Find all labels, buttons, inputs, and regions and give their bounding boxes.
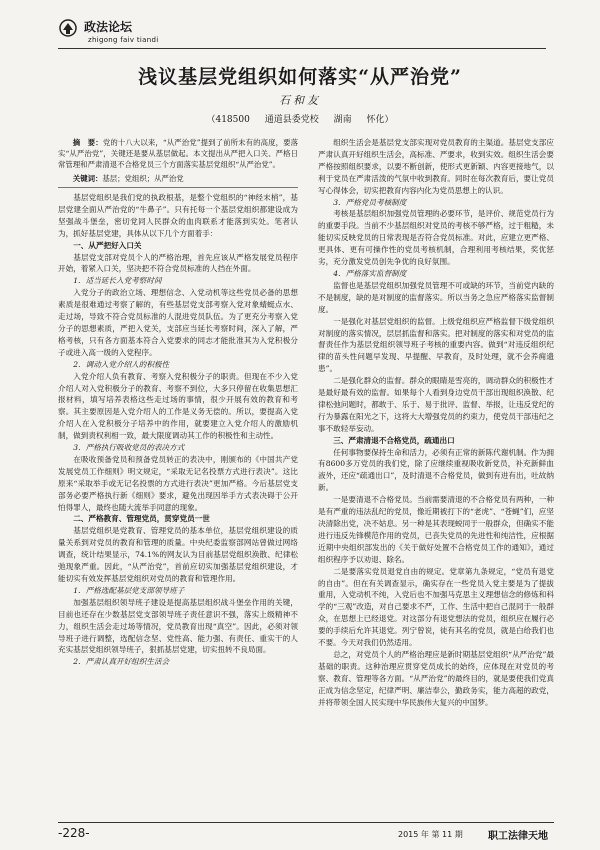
left-column	[58, 137, 298, 668]
subsection-heading: 1．适当延长入党考察时间	[73, 276, 162, 286]
body-paragraph: 基层党组织是我们党的执政根基，是整个党组织的“神经末梢”，基层党建全面从严治党的“牛鼻子”。只有托每一个基层党组织都建设成为坚强战斗堡垒，密切党同人民群众的血肉联系才能落到实处。笔者认为，抓好基层党建，具体从以下几个方面着手：	[58, 193, 298, 238]
section-heading: 二、严格教育、管理党员，贯穿党员一世	[73, 514, 210, 524]
keywords-label: 关键词：	[72, 174, 103, 183]
footer-divider	[58, 822, 554, 823]
subsection-heading: 4．严格落实监督制度	[333, 268, 407, 278]
affiliation-city: 怀化）	[366, 115, 394, 125]
body-paragraph: 总之，对党员个人的严格治理应是新时期基层党组织“从严治党”最基础的职责。这种治理应贯穿党员成长的始终，应体现在对党员的考察、教育、管理等各方面。“从严治党”的最终目的，就是要使我们党真正成为信念坚定，纪律严明、廉洁奉公，勤政务实，能力高超的政党，并将带领全国人民实现中华民族伟大复兴的中国梦。	[318, 649, 554, 707]
body-paragraph: 二是强化群众的监督。群众的眼睛是雪亮的，调动群众的积极性才是最好最有效的监督。如果每个人看到身边党员干部出现组织涣散、纪律松弛问题时，都敢于、乐于、易于批评、监督、举报，让违反党纪的行为暴露在阳光之下，这将大大增强党员的约束力，使党员干部违纪之事不敢轻举妄动。	[318, 376, 554, 433]
body-paragraph: 监督也是基层党组织加强党员管理不可或缺的环节，当前党内缺的不是制度，缺的是对制度的监督落实。所以当务之急应严格落实监督制度。	[318, 280, 554, 314]
subsection-heading: 3．严格党员考核制度	[333, 197, 407, 207]
article-author: 石和友	[279, 94, 321, 107]
header-divider	[58, 48, 546, 49]
right-column	[318, 137, 554, 709]
article-title: 浅议基层党组织如何落实“从严治党”	[138, 66, 462, 88]
keywords-text: 基层；党组织；从严治党	[102, 174, 184, 183]
body-paragraph: 任何事物要保持生命和活力，必须有正常的新陈代谢机制。作为拥有8600多万党员的我们党，除了应继续重视吸收新党员，补充新鲜血液外，还应“疏通出口”，及时清退不合格党员，做到有进有出，吐故纳新。	[318, 447, 554, 493]
body-paragraph: 入党介绍人负有教育、考察入党积极分子的职责。但现在不少入党介绍人对入党积极分子的教育、考察不到位，大多只停留在收集思想汇报材料，填写培养表格这些走过场的事情，很少开展有效的教育和考察。其主要原因是入党介绍人的工作是义务无偿的。所以，要提高入党介绍人在入党积极分子培养中的作用，就要建立入党介绍人的激励机制，做到责权利相一致，最大限度调动其工作的积极性和主动性。	[58, 371, 298, 441]
body-paragraph: 基层党支部对党员个人的严格治理，首先应该从严格发展党员程序开始，着紧入口关，坚决把不符合党员标准的人挡在外面。	[58, 252, 298, 274]
author-affiliation	[0, 112, 600, 125]
subsection-heading: 1．严格选配基层党支部领导班子	[73, 585, 185, 595]
abstract-divider	[58, 187, 298, 188]
body-paragraph: 一是要清退不合格党员。当前需要清退的不合格党员有两种，一种是有严重的违法乱纪的党员，像近期被打下的“老虎”、“苍蝇”们，应坚决清除出党，决不姑息。另一种是其表现蜕同于一般群众，但确实不能进行违反先锋模范作用的党员，已丧失党员的先进性和纯洁性，应根据近期中央组织部发出的《关于做好处置不合格党员工作的通知》，通过组织程序予以劝退、除名。	[318, 495, 554, 564]
body-paragraph: 在吸收预备党员和预备党员转正的表决中，刚颁布的《中国共产党发展党员工作细则》明文规定，“采取无记名投票方式进行表决”。这比原来“采取举手或无记名投票的方式进行表决”更加严格。今后基层党支部务必要严格执行新《细则》要求，避免出现因举手方式表决碍于公开怕得罪人，最终也随大流举手同意的现象。	[58, 454, 298, 512]
affiliation-unit: 通道县委党校	[264, 115, 319, 125]
body-paragraph: 入党分子的政治立场、理想信念、入党动机等这些党员必备的思想素质是很难通过考察了解的，有些基层党支部考察入党对象蜻蜓点水、走过场，导致不符合党员标准的人混进党员队伍。为了更充分考察入党分子的思想素质，严把入党关，支部应当延长考察时间，深入了解，严格考核，只有各方面基本符合入党要求的同志才能批准其为入党积极分子或进入高一级的入党程序。	[58, 288, 298, 357]
body-paragraph: 一是强化对基层党组织的监督。上级党组织应严格监督下级党组织对制度的落实情况，层层抓监督和落实。把对制度的落实和对党员的监督责任作为基层党组织领导班子考核的重要内容。做到“对违反组织纪律的苗头性问题早发现、早提醒、早教育，及时处理，就不会养痈遗患”。	[318, 316, 554, 374]
abstract-text: 党的十八大以来，“从严治党”提到了前所未有的高度，要落实“从严治党”，关键还是要从基层做起。本文提出从严把入口关、严格日常管理和严肃清退不合格党员三个方面落实基层党组织“从严治党”。	[58, 138, 298, 169]
subsection-heading: 2．调动入党介绍人的积极性	[73, 359, 170, 369]
subsection-heading: 2．严肃认真开好组织生活会	[73, 657, 170, 667]
subsection-heading: 3．严格执行吸收党员的表决方式	[73, 443, 185, 453]
journal-name: 职工法律天地	[488, 831, 548, 842]
page-number: -228-	[58, 826, 90, 840]
affiliation-region: 湖南	[333, 115, 352, 125]
abstract-label: 摘 要：	[72, 138, 103, 147]
body-paragraph: 加强基层组织领导班子建设是提高基层组织战斗堡垒作用的关键，目前也还存在少数基层党支部领导班子责任意识不强，落实上级精神不力，组织生活会走过场等情况，党员教育出现“真空”。因此，必须对领导班子进行调整，选配信念坚、党性高、能力强、有责任、重实干的人充实基层党组织领导班子，狠抓基层党建，切实扭转不良局面。	[58, 597, 298, 655]
column-name: 政法论坛	[84, 20, 133, 34]
section-heading: 三、严肃清退不合格党员，疏通出口	[333, 435, 455, 445]
keywords	[58, 173, 298, 184]
body-paragraph: 考核是基层组织加强党员管理的必要环节，是评价、规范党员行为的重要手段。当前不少基层组织对党员的考核不够严格，过于粗糙，未能切实反映党员的日常表现是否符合党员标准。对此，应建立更严格、更具体、更有可操作性的党员考核机制，合理利用考核结果，奖优惩劣，充分激发党员创先争优的良好氛围。	[318, 209, 554, 267]
body-paragraph: 二是要落实党员退党自由的规定。党章第九条规定，“党员有退党的自由”。但在有关调查显示，确实存在一些党员入党主要是为了提拔重用，入党动机不纯，入党后也不加强马克思主义理想信念的修炼和科学的“三观”改造，对自己要求不严，工作、生活中把自己混同于一般群众，在思想上已经退党。对这部分有退党想法的党员，组织应在履行必要的手续后允许其退党。列宁曾说，徒有其名的党员，就是白给我们也不要。今天对我们仍然适用。	[318, 566, 554, 648]
body-paragraph: 基层党组织是党教育、管理党员的基本单位，基层党组织建设的质量关系到对党员的教育和管理的质量。中央纪委监察部网站曾做过网络调查，统计结果显示，74.1%的网友认为目前基层党组织涣散、纪律松弛现象严重。因此，“从严治党”，首前应切实加强基层党组织建设，才能切实有效发挥基层党组织对党员的教育和管理作用。	[58, 526, 298, 583]
abstract	[58, 137, 298, 170]
affiliation-postcode: （418500	[206, 115, 250, 125]
column-pinyin: zhigong faiv tiandi	[88, 36, 159, 44]
column-logo-icon	[58, 18, 78, 38]
issue-info: 2015 年 第 11 期	[398, 830, 463, 839]
section-heading: 一、从严把好入口关	[73, 240, 142, 250]
body-paragraph: 组织生活会是基层党支部实现对党员教育的主渠道。基层党支部应严肃认真开好组织生活会，高标准、严要求，收到实效。组织生活会要严格按照组织要求，以要不断创新，使形式更新颖、内容更接地气，以利于党员在严肃活泼的气氛中收到教育。同时在每次教育后，要让党员写心得体会，切实把教育内容内化为党员思想上的认识。	[318, 138, 554, 195]
